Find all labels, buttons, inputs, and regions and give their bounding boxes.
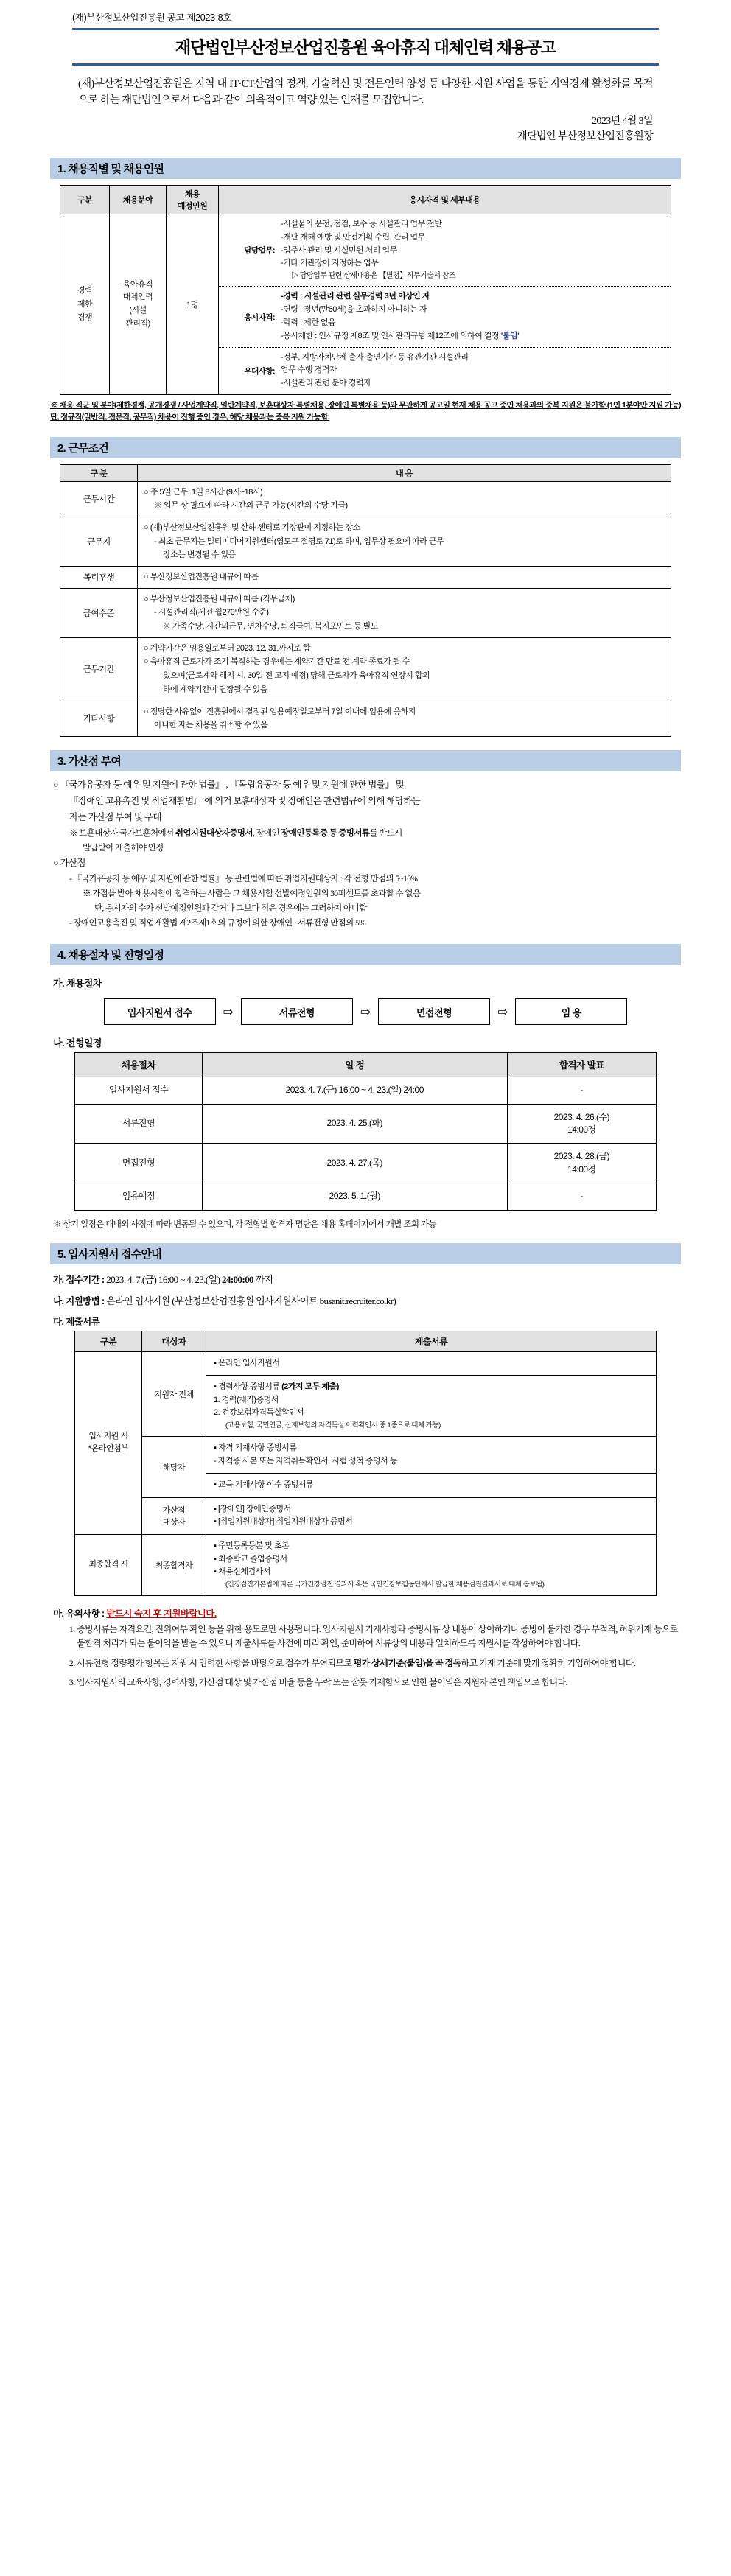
career-proof-item-2: 2. 건강보험자격득실확인서: [214, 1408, 304, 1418]
bonus-line-4: ※ 보훈대상자 국가보훈처에서 취업지원대상자증명서, 장애인 장애인등록증 등 증빙서류를 반드시: [69, 828, 402, 838]
bonus-line-5: 발급받아 제출해야 인정: [83, 843, 164, 853]
th-gubun: 구분: [60, 185, 110, 214]
table-row: [60, 214, 671, 394]
table-row: [75, 1183, 657, 1210]
cell-gubun: [60, 214, 110, 394]
flow-step-appointment: 임 용: [515, 998, 627, 1025]
cell-work-place-value: [138, 517, 671, 566]
notice-item-1-text: 증빙서류는 자격요건, 진위여부 확인 등을 위한 용도로만 사용됩니다. 입사지원서 기재사항과 증빙서류 상 내용이 상이하거나 증빙이 불가한 경우 부적격, 허위기재 등으로 불합격 처리가 되는 불이익을 받을 수 있으니 제출서류를 사전에 미리 확인, 준비하여 서류상의 내용과 일치하도록 지원서를 작성하여야 합니다.: [77, 1624, 678, 1649]
table-row: [75, 1535, 657, 1596]
table-row: [75, 1497, 657, 1534]
section-4b-subheading: 나. 전형일정: [53, 1037, 102, 1049]
docs-target-bonus-line1: 가산점: [162, 1506, 186, 1516]
doc-bullet-online-application: ▪ 온라인 입사지원서: [214, 1357, 648, 1371]
bonus-line-7: - 『국가유공자 등 예우 및 지원에 관한 법률』 등 관련법에 따른 취업지원대상자 : 각 전형 만점의 5~10%: [69, 874, 418, 883]
flow-step-application: 입사지원서 접수: [104, 998, 216, 1025]
th-schedule: 일 정: [202, 1053, 507, 1077]
docs-item-certificate: [206, 1437, 657, 1474]
th-docs-list: 제출서류: [206, 1331, 657, 1351]
cell-salary-value: [138, 588, 671, 637]
table-row: [60, 481, 671, 517]
application-period-line: [53, 1272, 678, 1286]
result-0-line1: -: [580, 1085, 584, 1096]
application-period-suffix: 까지: [255, 1273, 273, 1285]
schedule-step-1: 서류전형: [75, 1104, 203, 1144]
duty-line-4: -기타 기관장이 지정하는 업무: [281, 259, 379, 268]
docs-item-career-proof: [206, 1376, 657, 1437]
cell-work-hours-key: 근무시간: [60, 481, 138, 517]
detail-block-preference: [219, 347, 671, 394]
schedule-result-2: [507, 1144, 656, 1183]
salary-line-1: ○ 부산정보산업진흥원 내규에 따름 (직무급제): [144, 594, 295, 603]
cell-work-hours-value: [138, 481, 671, 517]
intro-paragraph: (재)부산정보산업진흥원은 지역 내 IT·CT산업의 정책, 기술혁신 및 전문인력 양성 등 다양한 지원 사업을 통한 지역경제 활성화를 목적으로 하는 재단법인으로서 다음과 같이 의욕적이고 역량 있는 인재를 모집합니다.: [78, 78, 653, 107]
notice-item-2-text-b: 하고 기재 기준에 맞게 정확히 기입하여야 합니다.: [461, 1657, 636, 1668]
notice-heading: [53, 1606, 678, 1620]
work-hours-line-1: ○ 주 5일 근무, 1일 8시간 (9시~18시): [144, 487, 263, 497]
schedule-step-0: 입사지원서 접수: [75, 1077, 203, 1104]
working-conditions-table: [60, 464, 671, 737]
pref-line-3: -시설관리 관련 분야 경력자: [281, 379, 371, 388]
cell-etc-value: [138, 701, 671, 736]
cell-field: [110, 214, 167, 394]
th-step: 채용절차: [75, 1053, 203, 1077]
schedule-table: [74, 1052, 657, 1210]
section-3-heading: 3. 가산점 부여: [50, 750, 681, 771]
notice-item-3-text: 입사지원서의 교육사항, 경력사항, 가산점 대상 및 가산점 비율 등을 누락 또는 잘못 기재함으로 인한 불이익은 지원자 본인 책임으로 합니다.: [77, 1677, 567, 1688]
notice-item-2-emphasis: 평가 상세기준(붙임)을 꼭 정독: [353, 1657, 461, 1668]
docs-target-applicable: 해당자: [142, 1437, 206, 1498]
pref-line-2: 업무 수행 경력자: [281, 365, 337, 375]
section-1-footnote: ※ 채용 직군 및 분야(제한경쟁, 공개경쟁 / 사업계약직, 일반계약직, 보훈대상자 특별채용, 장애인 특별채용 등)와 무관하게 공고일 현재 채용 공고 중인 채용과의 중복 지원은 불가함.(1인 1분야만 지원 가능) 단, 정규직(일반직, 전문직, 공무직) 채용이 진행 중인 경우, 해당 채용과는 중복 지원 가능함.: [50, 401, 681, 422]
doc-bullet-education: ▪ 교육 기재사항 이수 증빙서류: [214, 1479, 648, 1492]
field-line3: (시설: [129, 306, 147, 315]
cell-count: 1명: [167, 214, 219, 394]
page-title: 재단법인부산정보산업진흥원 육아휴직 대체인력 채용공고: [175, 38, 556, 57]
docs-gubun-final: 최종합격 시: [75, 1535, 142, 1596]
table-header-row: [60, 464, 671, 481]
detail-label-qualification: 응시자격:: [244, 312, 275, 322]
period-line-3: 있으며(근로계약 해지 시, 30일 전 고지 예정) 당해 근로자가 육아휴직 연장시 합의: [163, 671, 430, 681]
docs-item-online-form: [206, 1351, 657, 1376]
th-count: [167, 185, 219, 214]
th-detail: 응시자격 및 세부내용: [219, 185, 671, 214]
section-4-footnote: ※ 상기 일정은 대내외 사정에 따라 변동될 수 있으며, 각 전형별 합격자 명단은 채용 홈페이지에서 개별 조회 가능: [53, 1219, 437, 1229]
cell-welfare-value: [138, 567, 671, 589]
application-method-label: 나. 지원방법 :: [53, 1295, 105, 1306]
career-proof-tail: (2가지 모두 제출): [281, 1382, 339, 1392]
cell-detail: [219, 214, 671, 394]
cell-welfare-key: 복리후생: [60, 567, 138, 589]
required-documents-table: [74, 1331, 657, 1597]
docs-target-bonus-line2: 대상자: [162, 1518, 186, 1527]
documents-label: 다. 제출서류: [53, 1316, 100, 1327]
detail-lines-qualification: [281, 290, 668, 343]
result-2-line2: 14:00경: [567, 1163, 596, 1175]
duty-line-3: -입주사 관리 및 시설민원 처리 업무: [281, 245, 397, 255]
docs-item-education: [206, 1474, 657, 1498]
notice-warning: 반드시 숙지 후 지원바랍니다.: [106, 1609, 217, 1619]
application-method-line: [53, 1293, 678, 1307]
detail-label-preference: 우대사항:: [244, 366, 275, 376]
list-item: [77, 1656, 678, 1670]
table-row: [75, 1144, 657, 1183]
section-1-heading: 1. 채용직별 및 채용인원: [50, 158, 681, 179]
notice-list: [63, 1623, 678, 1690]
salary-line-3: ※ 가족수당, 시간외근무, 연차수당, 퇴직급여, 복지포인트 등 별도: [163, 622, 378, 631]
list-item: [77, 1623, 678, 1651]
th-field: 채용분야: [110, 185, 167, 214]
cell-etc-key: 기타사항: [60, 701, 138, 736]
detail-lines-preference: [281, 351, 668, 391]
career-proof-head: 경력사항 증빙서류: [217, 1382, 282, 1392]
docs-target-final: 최종합격자: [142, 1535, 206, 1596]
etc-line-1: ○ 정당한 사유없이 진흥원에서 결정된 임용예정일로부터 7일 이내에 임용에 응하지: [144, 707, 416, 716]
schedule-step-2: 면접전형: [75, 1144, 203, 1183]
section-5-heading: 5. 입사지원서 접수안내: [50, 1243, 681, 1264]
qual-line-age: -연령 : 정년(만60세)을 초과하지 아니하는 자: [281, 305, 427, 315]
schedule-date-1: 2023. 4. 25.(화): [202, 1104, 507, 1144]
table-row: [75, 1077, 657, 1104]
docs-item-final: [206, 1535, 657, 1596]
table-row: [60, 637, 671, 701]
period-line-1: ○ 계약기간은 임용일로부터 2023. 12. 31.까지로 함: [144, 643, 310, 653]
signature-block: [78, 113, 653, 144]
section-2-heading: 2. 근무조건: [50, 437, 681, 458]
docs-target-bonus: [142, 1497, 206, 1534]
bonus-line-3: 자는 가산점 부여 및 우대: [69, 811, 161, 822]
work-place-line-2: - 최초 근무지는 멀티미디어지원센터(영도구 절영로 71)로 하며, 업무상 필요에 따라 근무: [154, 536, 444, 546]
career-proof-item-1: 1. 경력(재직)증명서: [214, 1395, 279, 1404]
table-header-row: [75, 1053, 657, 1077]
qual-line-edu: -학력 : 제한 없음: [281, 318, 336, 327]
table-row: [60, 588, 671, 637]
th-count-line2: 예정인원: [177, 201, 208, 211]
schedule-date-2: 2023. 4. 27.(목): [202, 1144, 507, 1183]
result-1-line2: 14:00경: [567, 1124, 596, 1135]
bonus-line-10: - 장애인고용촉진 및 직업재활법 제2조제1호의 규정에 의한 장애인 : 서류전형 만점의 5%: [69, 919, 366, 928]
pref-line-1: -정부, 지방자치단체 출자·출연기관 등 유관기관 시설관리: [281, 352, 469, 362]
doc-bullet-disability: ▪ [장애인] 장애인증명서: [214, 1503, 648, 1516]
th-count-line1: 채용: [184, 189, 200, 199]
table-row: [60, 701, 671, 736]
doc-bullet-certificate: ▪ 자격 기재사항 증빙서류: [214, 1442, 648, 1455]
docs-item-bonus: [206, 1497, 657, 1534]
application-period-value: 2023. 4. 7.(금) 16:00 ~ 4. 23.(일): [106, 1273, 220, 1285]
field-line2: 대체인력: [122, 293, 153, 302]
table-header-row: [75, 1331, 657, 1351]
notice-label: 마. 유의사항 :: [53, 1609, 105, 1619]
arrow-right-icon: ⇨: [497, 1004, 508, 1019]
duty-line-2: -재난 재해 예방 및 안전계획 수립, 관리 업무: [281, 232, 425, 242]
flow-step-document-screening: 서류전형: [241, 998, 353, 1025]
gubun-line3: 경쟁: [77, 313, 93, 323]
doc-bullet-resident-registration: ▪ 주민등록등본 및 초본: [214, 1540, 648, 1553]
field-line1: 육아휴직: [122, 279, 153, 289]
qual-line-restriction: [281, 330, 668, 343]
cell-salary-key: 급여수준: [60, 588, 138, 637]
list-item: [77, 1676, 678, 1690]
flow-step-interview: 면접전형: [378, 998, 490, 1025]
th-condition-value: 내 용: [138, 464, 671, 481]
arrow-right-icon: ⇨: [360, 1004, 371, 1019]
section-4-heading: 4. 채용절차 및 전형일정: [50, 944, 681, 965]
schedule-date-0: 2023. 4. 7.(금) 16:00 ~ 4. 23.(일) 24:00: [202, 1077, 507, 1104]
etc-line-2: 아니한 자는 채용을 취소할 수 있음: [154, 721, 268, 730]
duty-sub-note: ▷ 담당업무 관련 상세내용은 【별첨】직무기술서 참조: [291, 272, 456, 281]
work-place-line-1: ○ (재)부산정보산업진흥원 및 산하 센터로 기장관이 지정하는 장소: [144, 522, 360, 532]
recruitment-flow-diagram: [21, 998, 710, 1025]
schedule-step-3: 임용예정: [75, 1183, 203, 1210]
docs-gubun-application: [75, 1351, 142, 1535]
cell-period-value: [138, 637, 671, 701]
gubun-line1: 경력: [77, 285, 93, 295]
title-banner: [72, 28, 659, 66]
th-docs-target: 대상자: [142, 1331, 206, 1351]
doc-bullet-career-proof: [214, 1381, 648, 1394]
docs-gubun-line1: 입사지원 시: [88, 1432, 128, 1441]
th-condition-key: 구 분: [60, 464, 138, 481]
bonus-line-1: ○ 『국가유공자 등 예우 및 지원에 관한 법률』 , 『독립유공자 등 예우 및 지원에 관한 법률』 및: [53, 779, 405, 790]
doc-bullet-medical-exam: ▪ 채용신체검사서: [214, 1566, 648, 1579]
section-4a-subheading: 가. 채용절차: [53, 978, 102, 990]
documents-subheading: [53, 1315, 678, 1328]
docs-gubun-line2: *온라인첨부: [88, 1444, 129, 1454]
salary-line-2: - 시설관리직(세전 월270만원 수준): [154, 608, 269, 617]
table-row: [75, 1437, 657, 1474]
signature-date: 2023년 4월 3일: [592, 115, 653, 127]
result-1-line1: 2023. 4. 26.(수): [553, 1111, 610, 1122]
table-row: [75, 1351, 657, 1376]
doc-bullet-veteran: ▪ [취업지원대상자] 취업지원대상자 증명서: [214, 1516, 648, 1529]
bonus-line-9: 단, 응시자의 수가 선발예정인원과 같거나 그보다 적은 경우에는 그러하지 아니함: [94, 903, 367, 913]
section-3-body: [53, 777, 678, 931]
qual-line-career: -경력 : 시설관리 관련 실무경력 3년 이상인 자: [281, 292, 430, 301]
welfare-line-1: ○ 부산정보산업진흥원 내규에 따름: [144, 573, 259, 582]
doc-bullet-graduation: ▪ 최종학교 졸업증명서: [214, 1553, 648, 1567]
arrow-right-icon: ⇨: [223, 1004, 234, 1019]
detail-block-duties: [219, 214, 671, 286]
bonus-line-2: 『장애인 고용촉진 및 직업재활법』 에 의거 보훈대상자 및 장애인은 관련법규에 의해 해당하는: [69, 795, 421, 806]
signature-org: 재단법인 부산정보산업진흥원장: [517, 130, 653, 142]
cell-period-key: 근무기간: [60, 637, 138, 701]
schedule-result-1: [507, 1104, 656, 1144]
table-row: [75, 1104, 657, 1144]
application-deadline-time: 24:00:00: [222, 1273, 253, 1285]
schedule-result-3: [507, 1183, 656, 1210]
work-place-line-3: 장소는 변경될 수 있음: [163, 550, 236, 560]
schedule-date-3: 2023. 5. 1.(월): [202, 1183, 507, 1210]
career-proof-note: (고용보험, 국민연금, 산재보험의 자격득실 이력확인서 중 1종으로 대체 가능): [225, 1421, 441, 1429]
detail-label-duties: 담당업무:: [244, 246, 275, 256]
period-line-2: ○ 육아휴직 근로자가 조기 복직하는 경우에는 계약기간 만료 전 계약 종료가 될 수: [144, 657, 410, 667]
bonus-line-8: ※ 가점을 받아 채용시험에 합격하는 사람은 그 채용시험 선발예정인원의 30퍼센트를 초과할 수 없음: [83, 889, 421, 898]
detail-lines-duties: [281, 218, 668, 282]
application-period-label: 가. 접수기간 :: [53, 1274, 105, 1285]
qual-restriction-attachment: '붙임': [500, 331, 520, 340]
table-header-row: [60, 185, 671, 214]
work-hours-line-2: ※ 업무 상 필요에 따라 시간외 근무 가능(시간외 수당 지급): [154, 501, 348, 511]
th-result: 합격자 발표: [507, 1053, 656, 1077]
table-row: [60, 517, 671, 566]
result-2-line1: 2023. 4. 28.(금): [553, 1151, 610, 1162]
docs-target-all: 지원자 전체: [142, 1351, 206, 1437]
field-line4: 관리직): [125, 318, 150, 328]
gubun-line2: 제한: [77, 299, 93, 309]
cell-work-place-key: 근무지: [60, 517, 138, 566]
result-3-line1: -: [580, 1191, 584, 1202]
bonus-line-6: ○ 가산점: [53, 857, 85, 868]
duty-line-1: -시설물의 운전, 점검, 보수 등 시설관리 업무 전반: [281, 219, 442, 228]
schedule-result-0: [507, 1077, 656, 1104]
recruitment-table: [60, 185, 671, 395]
detail-block-qualification: [219, 286, 671, 346]
application-method-value: 온라인 입사지원 (부산정보산업진흥원 입사지원사이트 busanit.recruiter.co.kr): [106, 1295, 396, 1306]
certificate-detail: - 자격증 사본 또는 자격취득확인서, 시험 성적 증명서 등: [214, 1456, 397, 1466]
period-line-4: 하에 계약기간이 연장될 수 있음: [163, 685, 267, 694]
table-row: [60, 567, 671, 589]
th-docs-gubun: 구분: [75, 1331, 142, 1351]
qual-restriction-text: -응시제한 : 인사규정 제8조 및 인사관리규범 제12조에 의하여 결정: [281, 331, 500, 340]
document-number: (재)부산정보산업진흥원 공고 제2023-8호: [72, 13, 232, 23]
medical-exam-note: (건강검진기본법에 따른 국가건강검진 결과서 혹은 국민건강보험공단에서 발급한 채용검진결과서로 대체 통보됨): [225, 1580, 545, 1589]
notice-item-2-text-a: 서류전형 정량평가 항목은 지원 시 입력한 사항을 바탕으로 점수가 부여되므로: [77, 1657, 354, 1668]
